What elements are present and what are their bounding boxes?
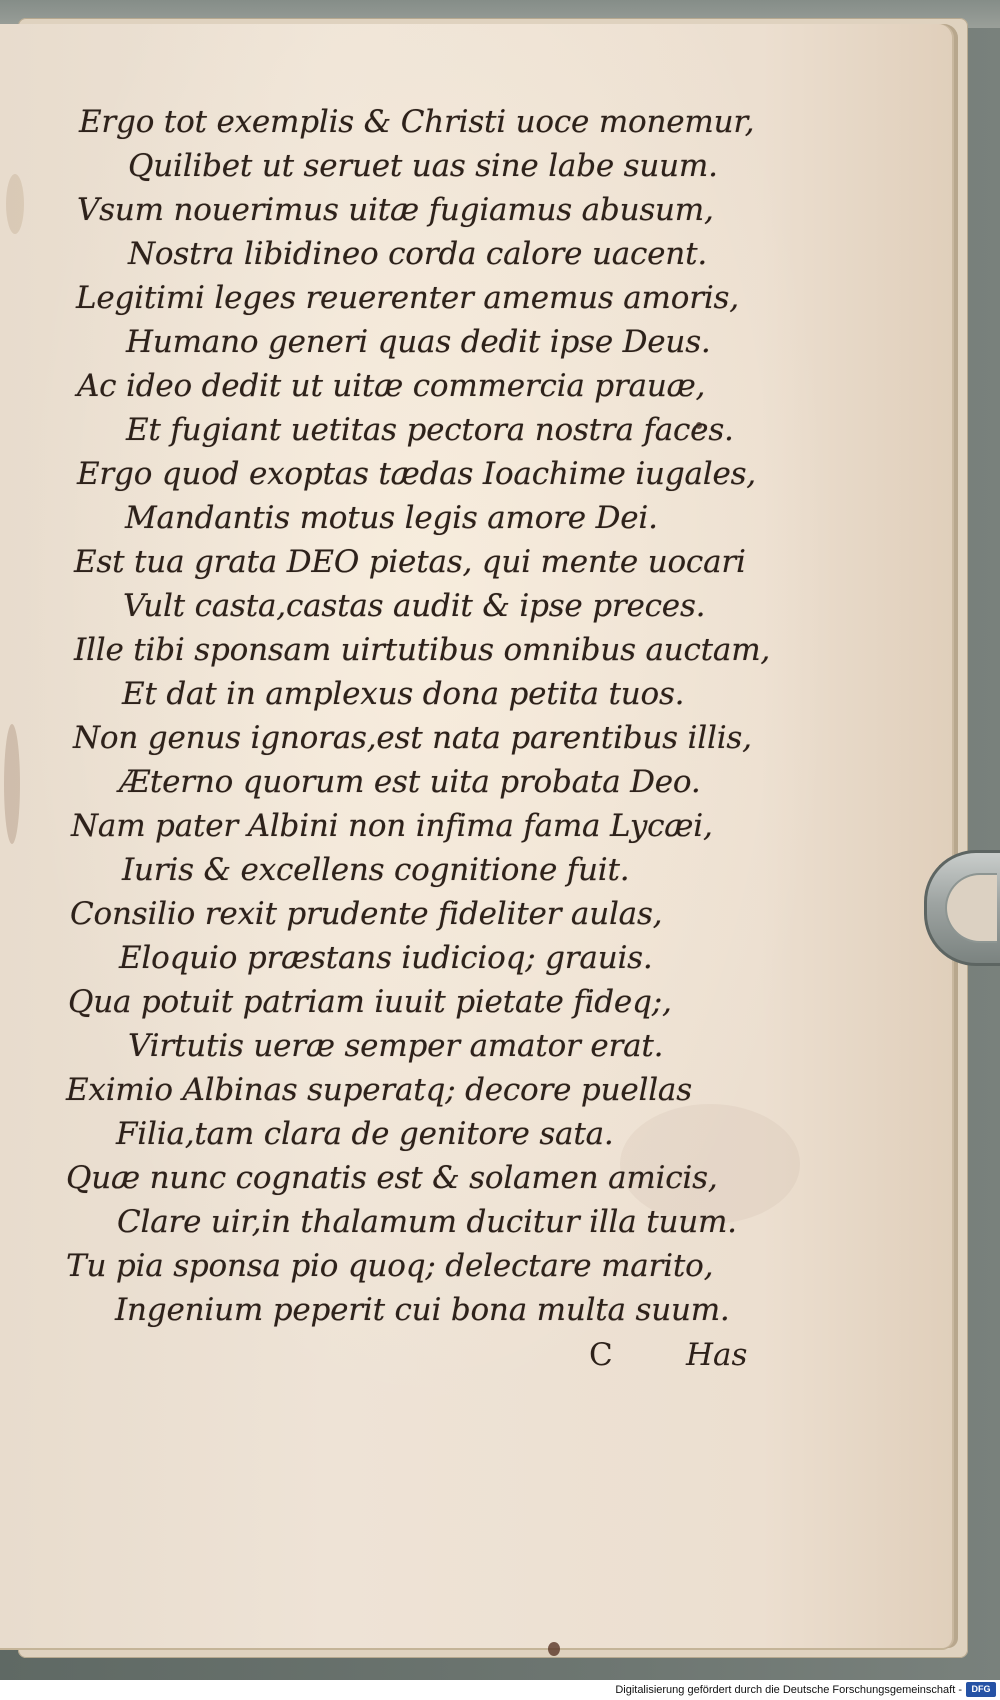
verse-line: Legitimi leges reuerenter amemus amoris, <box>76 280 739 316</box>
verse-line: Ingenium peperit cui bona multa suum. <box>115 1292 730 1328</box>
verse-line: Vult casta,castas audit & ipse preces. <box>123 588 706 624</box>
verse-line: Nostra libidineo corda calore uacent. <box>128 236 707 272</box>
verse-line: Quilibet ut seruet uas sine labe suum. <box>128 148 718 184</box>
verse-line: Filia,tam clara de genitore sata. <box>116 1116 614 1152</box>
verse-line: Et dat in amplexus dona petita tuos. <box>122 676 685 712</box>
catchword: Has <box>686 1337 748 1373</box>
dfg-logo: DFG <box>966 1682 996 1697</box>
verse-line: Et fugiant uetitas pectora nostra faces. <box>126 412 734 448</box>
verse-line: Eximio Albinas superatq; decore puellas <box>66 1072 692 1108</box>
verse-line: Non genus ignoras,est nata parentibus illis, <box>73 720 752 756</box>
verse-line: Vsum nouerimus uitæ fugiamus abusum, <box>77 192 714 228</box>
verse-line: Humano generi quas dedit ipse Deus. <box>126 324 711 360</box>
verse-line: Tu pia sponsa pio quoq; delectare marito, <box>66 1248 714 1284</box>
signature-mark: C <box>589 1337 613 1373</box>
page-clip-inner <box>945 873 997 943</box>
verse-line: Qua potuit patriam iuuit pietate fideq;, <box>68 984 672 1020</box>
verse-line: Consilio rexit prudente fideliter aulas, <box>70 896 663 932</box>
verse-line: Virtutis ueræ semper amator erat. <box>128 1028 664 1064</box>
verse-line: Eloquio præstans iudicioq; grauis. <box>119 940 653 976</box>
verse-line: Iuris & excellens cognitione fuit. <box>122 852 630 888</box>
verse-line: Est tua grata DEO pietas, qui mente uocari <box>74 544 746 580</box>
verse-line: Mandantis motus legis amore Dei. <box>125 500 658 536</box>
verse-line: Ac ideo dedit ut uitæ commercia prauæ, <box>77 368 706 404</box>
poem-text <box>0 24 952 1648</box>
verse-line: Ergo quod exoptas tædas Ioachime iugales, <box>77 456 756 492</box>
book-page <box>0 24 952 1648</box>
verse-line: Clare uir,in thalamum ducitur illa tuum. <box>117 1204 737 1240</box>
verse-line: Æterno quorum est uita probata Deo. <box>119 764 701 800</box>
funding-credit: Digitalisierung gefördert durch die Deutsche Forschungsgemeinschaft - <box>615 1684 962 1696</box>
verse-line: Nam pater Albini non infima fama Lycæi, <box>71 808 713 844</box>
verse-line: Ille tibi sponsam uirtutibus omnibus auctam, <box>74 632 771 668</box>
verse-line: Ergo tot exemplis & Christi uoce monemur, <box>79 104 755 140</box>
verse-line: Quæ nunc cognatis est & solamen amicis, <box>66 1160 718 1196</box>
